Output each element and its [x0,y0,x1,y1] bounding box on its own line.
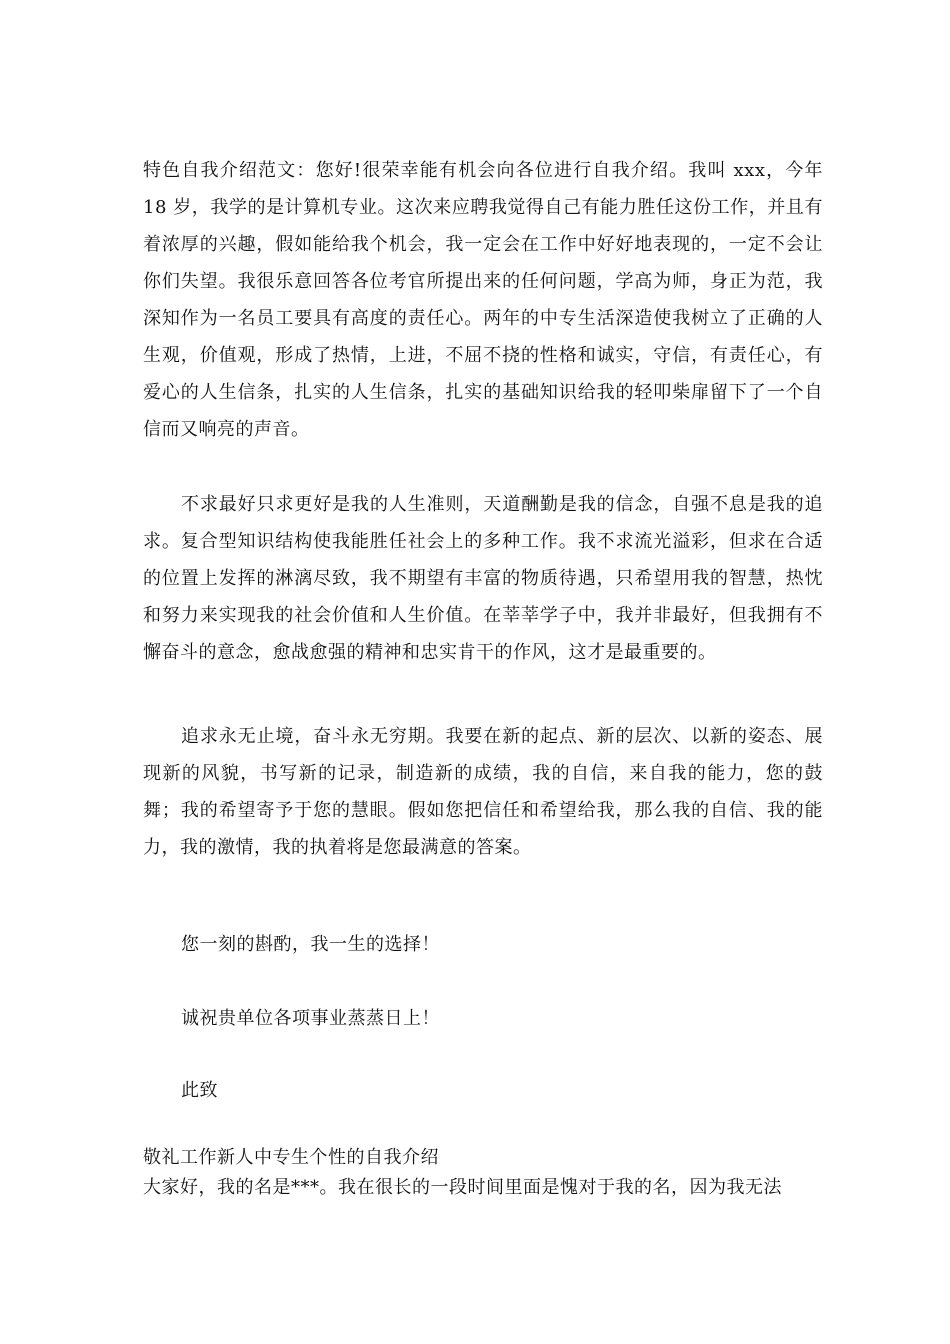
paragraph-intro: 特色自我介绍范文：您好!很荣幸能有机会向各位进行自我介绍。我叫 xxx，今年 18 岁，我学的是计算机专业。这次来应聘我觉得自己有能力胜任这份工作，并且有着浓厚的兴趣，假如能给我个机会，我一定会在工作中好好地表现的，一定不会让你们失望。我很乐意回答各位考官所提出来的任何问题，学高为师，身正为范，我深知作为一名员工要具有高度的责任心。两年的中专生活深造使我树立了正确的人生观，价值观，形成了热情，上进，不屈不挠的性格和诚实，守信，有责任心，有爱心的人生信条，扎实的人生信条，扎实的基础知识给我的轻叩柴扉留下了一个自信而又响亮的声音。 [143,160,823,440]
paragraph-second-intro: 大家好，我的名是***。我在很长的一段时间里面是愧对于我的名，因为我无法 [143,1177,782,1198]
paragraph-principles: 不求最好只求更好是我的人生准则，天道酬勤是我的信念，自强不息是我的追求。复合型知识结构使我能胜任社会上的多种工作。我不求流光溢彩，但求在合适的位置上发挥的淋漓尽致，我不期望有丰富的物质待遇，只希望用我的智慧，热忱和努力来实现我的社会价值和人生价值。在莘莘学子中，我并非最好，但我拥有不懈奋斗的意念，愈战愈强的精神和忠实肯干的作风，这才是最重要的。 [143,494,823,663]
paragraph-choice: 您一刻的斟酌，我一生的选择！ [181,934,440,955]
section-heading: 敬礼工作新人中专生个性的自我介绍 [143,1147,439,1168]
paragraph-wishes: 诚祝贵单位各项事业蒸蒸日上！ [181,1008,440,1029]
paragraph-pursuit: 追求永无止境，奋斗永无穷期。我要在新的起点、新的层次、以新的姿态、展现新的风貌，书写新的记录，制造新的成绩，我的自信，来自我的能力，您的鼓舞；我的希望寄予于您的慧眼。假如您把信任和希望给我，那么我的自信、我的能力，我的激情，我的执着将是您最满意的答案。 [143,726,823,858]
paragraph-closing: 此致 [181,1080,218,1101]
